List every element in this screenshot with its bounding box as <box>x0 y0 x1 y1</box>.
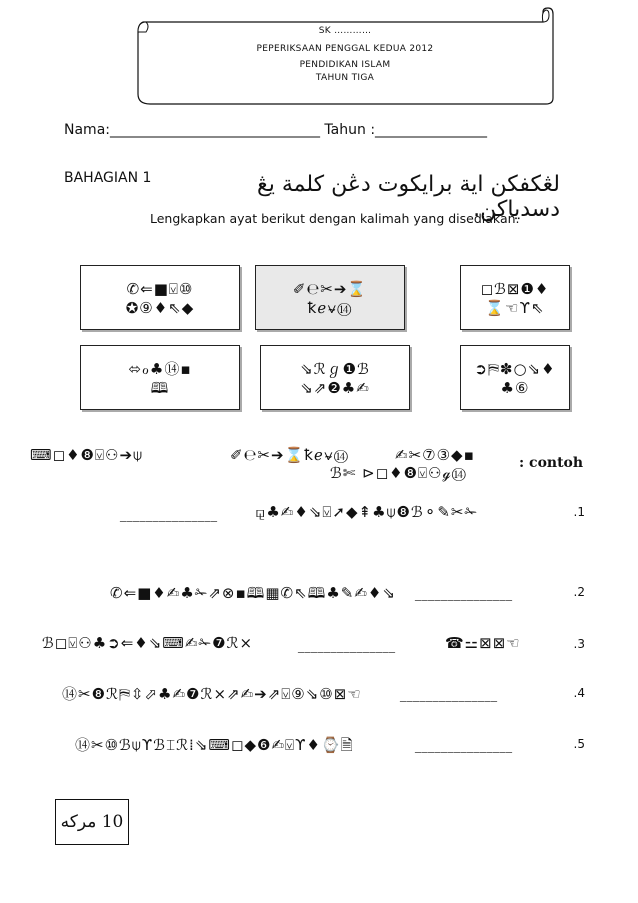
student-info-line[interactable]: Nama:______________________________ Tahun :________________ <box>64 122 488 138</box>
answer-blank[interactable]: _______________ <box>120 508 218 522</box>
word-card-line: ⇘⇗❷♣✍ <box>300 379 370 397</box>
year-title: TAHUN TIGA <box>315 73 375 83</box>
instruction-jawi: لڠكفكن اية برايكوت دڠن كلمة يڠ دسدياكن. <box>257 172 560 222</box>
word-card-3 <box>460 265 570 330</box>
word-card-line: ꝁℯ⍱⑭ <box>307 299 353 317</box>
word-card-line: ✪⑨♦⇖◆ <box>125 299 195 317</box>
section-label: BAHAGIAN 1 <box>64 170 152 186</box>
word-card-line: ✆⇐■⍌⑩ <box>126 280 194 298</box>
word-card-4 <box>80 345 240 410</box>
word-card-line: ♣⑥ <box>500 379 530 397</box>
example-left: ⌨◻♦❽⍌⚇➔⍦ <box>30 446 144 464</box>
word-card-line: ◻ℬ⊠❶♦ <box>480 280 550 298</box>
question-number: .1 <box>573 505 585 519</box>
question-number: .3 <box>573 637 585 651</box>
question-text: ⑭✂❽ℛ⛿⇳⬀♣✍❼ℛ×⇗✍➔⇗⍌⑨⇘⑩⊠☜ <box>62 685 362 703</box>
example-right: ✍✂⑦③◆▪ <box>395 446 475 464</box>
word-card-line: ⇘ℛℊ❶ℬ <box>300 360 370 378</box>
answer-blank[interactable]: _______________ <box>298 639 396 653</box>
word-card-line: ⬄ℴ♣⑭▪ <box>128 360 192 378</box>
question-text-part2: ℬ◻⍌⚇♣➲⇐♦⇘⌨✍✁❼ℛ× <box>42 634 254 652</box>
word-card-1 <box>80 265 240 330</box>
question-text: ✆⇐■♦✍♣✁⇗⊗▪🕮▦✆⇖🕮♣✎✍♦⇘ <box>110 584 396 602</box>
question-text: ☎⚍⊠⊠☜ <box>445 634 521 652</box>
subject-title: PENDIDIKAN ISLAM <box>299 60 391 70</box>
word-card-2 <box>255 265 405 330</box>
word-card-line: ⌛☜ϒ⇖ <box>485 299 545 317</box>
word-card-line: ➲⛿✽○⇘♦ <box>474 360 556 378</box>
example-right-line2: ℬ✄ ⊳◻♦❽⍌⚇ℊ⑭ <box>330 464 467 482</box>
instruction-rumi: Lengkapkan ayat berikut dengan kalimah yang disediakan. <box>150 211 520 226</box>
question-number: .2 <box>573 585 585 599</box>
example-label: : contoh <box>519 455 584 471</box>
answer-blank[interactable]: _______________ <box>415 739 513 753</box>
word-card-5 <box>260 345 410 410</box>
word-card-line: ✐℮✂➔⌛ <box>292 280 368 298</box>
question-number: .4 <box>573 686 585 700</box>
header-scroll <box>0 0 638 110</box>
answer-blank[interactable]: _______________ <box>415 587 513 601</box>
answer-blank[interactable]: _______________ <box>400 688 498 702</box>
score-box: 10 مركه <box>55 799 129 845</box>
example-answer: ✐℮✂➔⌛ꝁℯ⍱⑭ <box>230 446 349 464</box>
exam-title: PEPERIKSAAN PENGGAL KEDUA 2012 <box>256 44 434 54</box>
question-text: ⚼♣✍♦⇘⍌➚◆⇞♣⍦❽ℬ⚬✎✂✁ <box>255 503 479 521</box>
word-card-6 <box>460 345 570 410</box>
question-text: ⑭✂⑩ℬ⍦ϒℬ⌶ℛ⁞⇘⌨◻◆❻✍⍌ϒ♦⌚🗎 <box>75 736 354 754</box>
word-card-line: 🕮 <box>150 379 170 397</box>
question-number: .5 <box>573 737 585 751</box>
school-name: SK ………… <box>318 26 372 36</box>
